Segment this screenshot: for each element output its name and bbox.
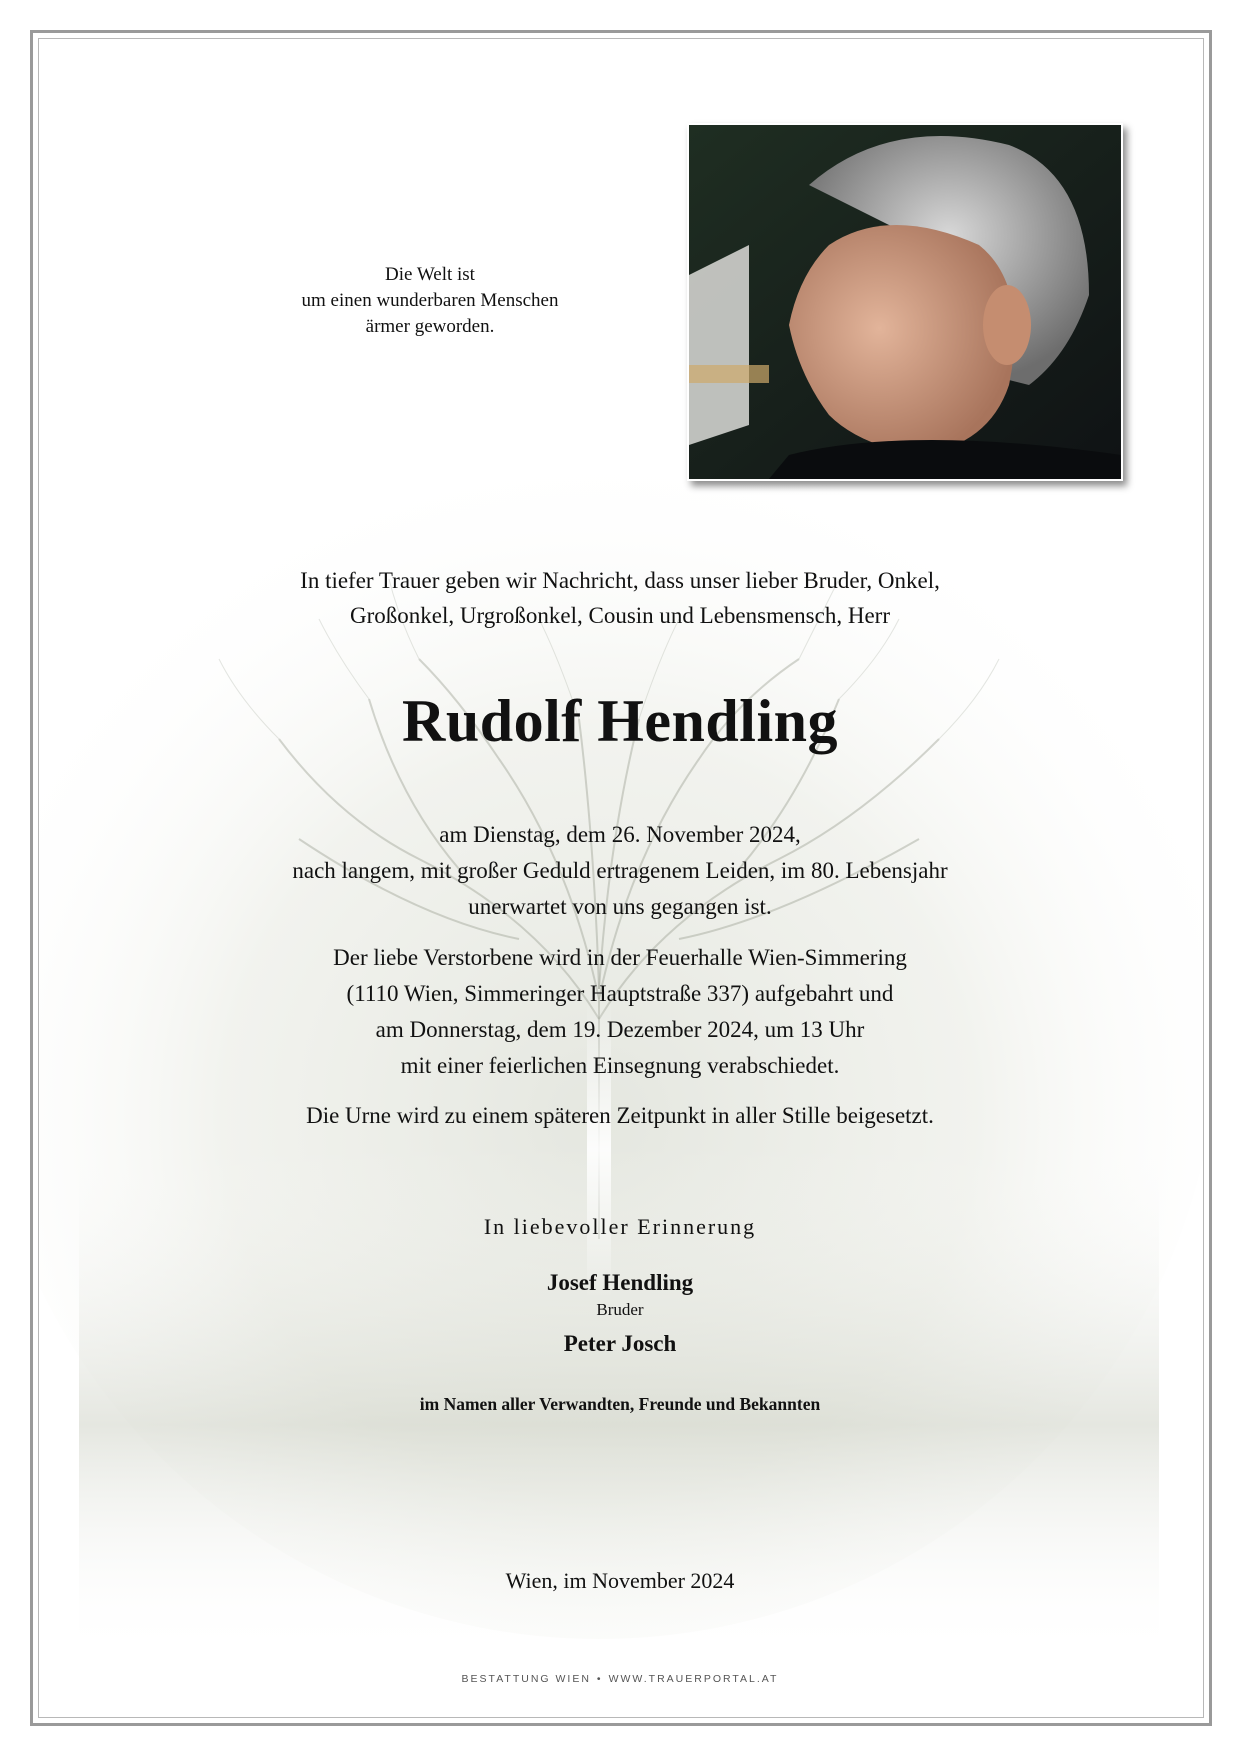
funeral-line: (1110 Wien, Simmeringer Hauptstraße 337) aufgebahrt und [346, 981, 894, 1006]
intro-text [0, 563, 1240, 633]
place-date: Wien, im November 2024 [505, 1568, 735, 1593]
intro-line: Großonkel, Urgroßonkel, Cousin und Lebensmensch, Herr [350, 603, 890, 628]
urn-line: Die Urne wird zu einem späteren Zeitpunkt in aller Stille beigesetzt. [306, 1103, 934, 1128]
signer-name: Peter Josch [563, 1331, 677, 1356]
death-line: unerwartet von uns gegangen ist. [468, 894, 772, 919]
footer [0, 1671, 1240, 1687]
funeral-line: mit einer feierlichen Einsegnung verabschiedet. [400, 1053, 840, 1078]
footer-brand: BESTATTUNG WIEN [461, 1673, 591, 1685]
portrait-photo [687, 123, 1123, 481]
footer-link[interactable]: WWW.TRAUERPORTAL.AT [608, 1673, 779, 1685]
signer-relation: Bruder [596, 1300, 644, 1319]
quote-line: um einen wunderbaren Menschen [301, 290, 559, 311]
portrait-image [689, 125, 1121, 479]
death-line: am Dienstag, dem 26. November 2024, [439, 822, 801, 847]
funeral-line: am Donnerstag, dem 19. Dezember 2024, um 13 Uhr [375, 1017, 865, 1042]
signer-name: Josef Hendling [546, 1270, 694, 1295]
funeral-line: Der liebe Verstorbene wird in der Feuerhalle Wien-Simmering [333, 945, 907, 970]
intro-line: In tiefer Trauer geben wir Nachricht, dass unser lieber Bruder, Onkel, [300, 568, 940, 593]
quote-line: Die Welt ist [385, 264, 475, 285]
death-line: nach langem, mit großer Geduld ertragenem Leiden, im 80. Lebensjahr [292, 858, 948, 883]
quote-line: ärmer geworden. [365, 316, 495, 337]
funeral-details [0, 940, 1240, 1084]
memory-heading: In liebevoller Erinnerung [483, 1214, 757, 1239]
family-line: im Namen aller Verwandten, Freunde und Bekannten [419, 1394, 821, 1414]
death-details [0, 817, 1240, 925]
footer-separator: • [596, 1673, 603, 1685]
deceased-name: Rudolf Hendling [402, 688, 838, 754]
quote-block [240, 262, 620, 340]
